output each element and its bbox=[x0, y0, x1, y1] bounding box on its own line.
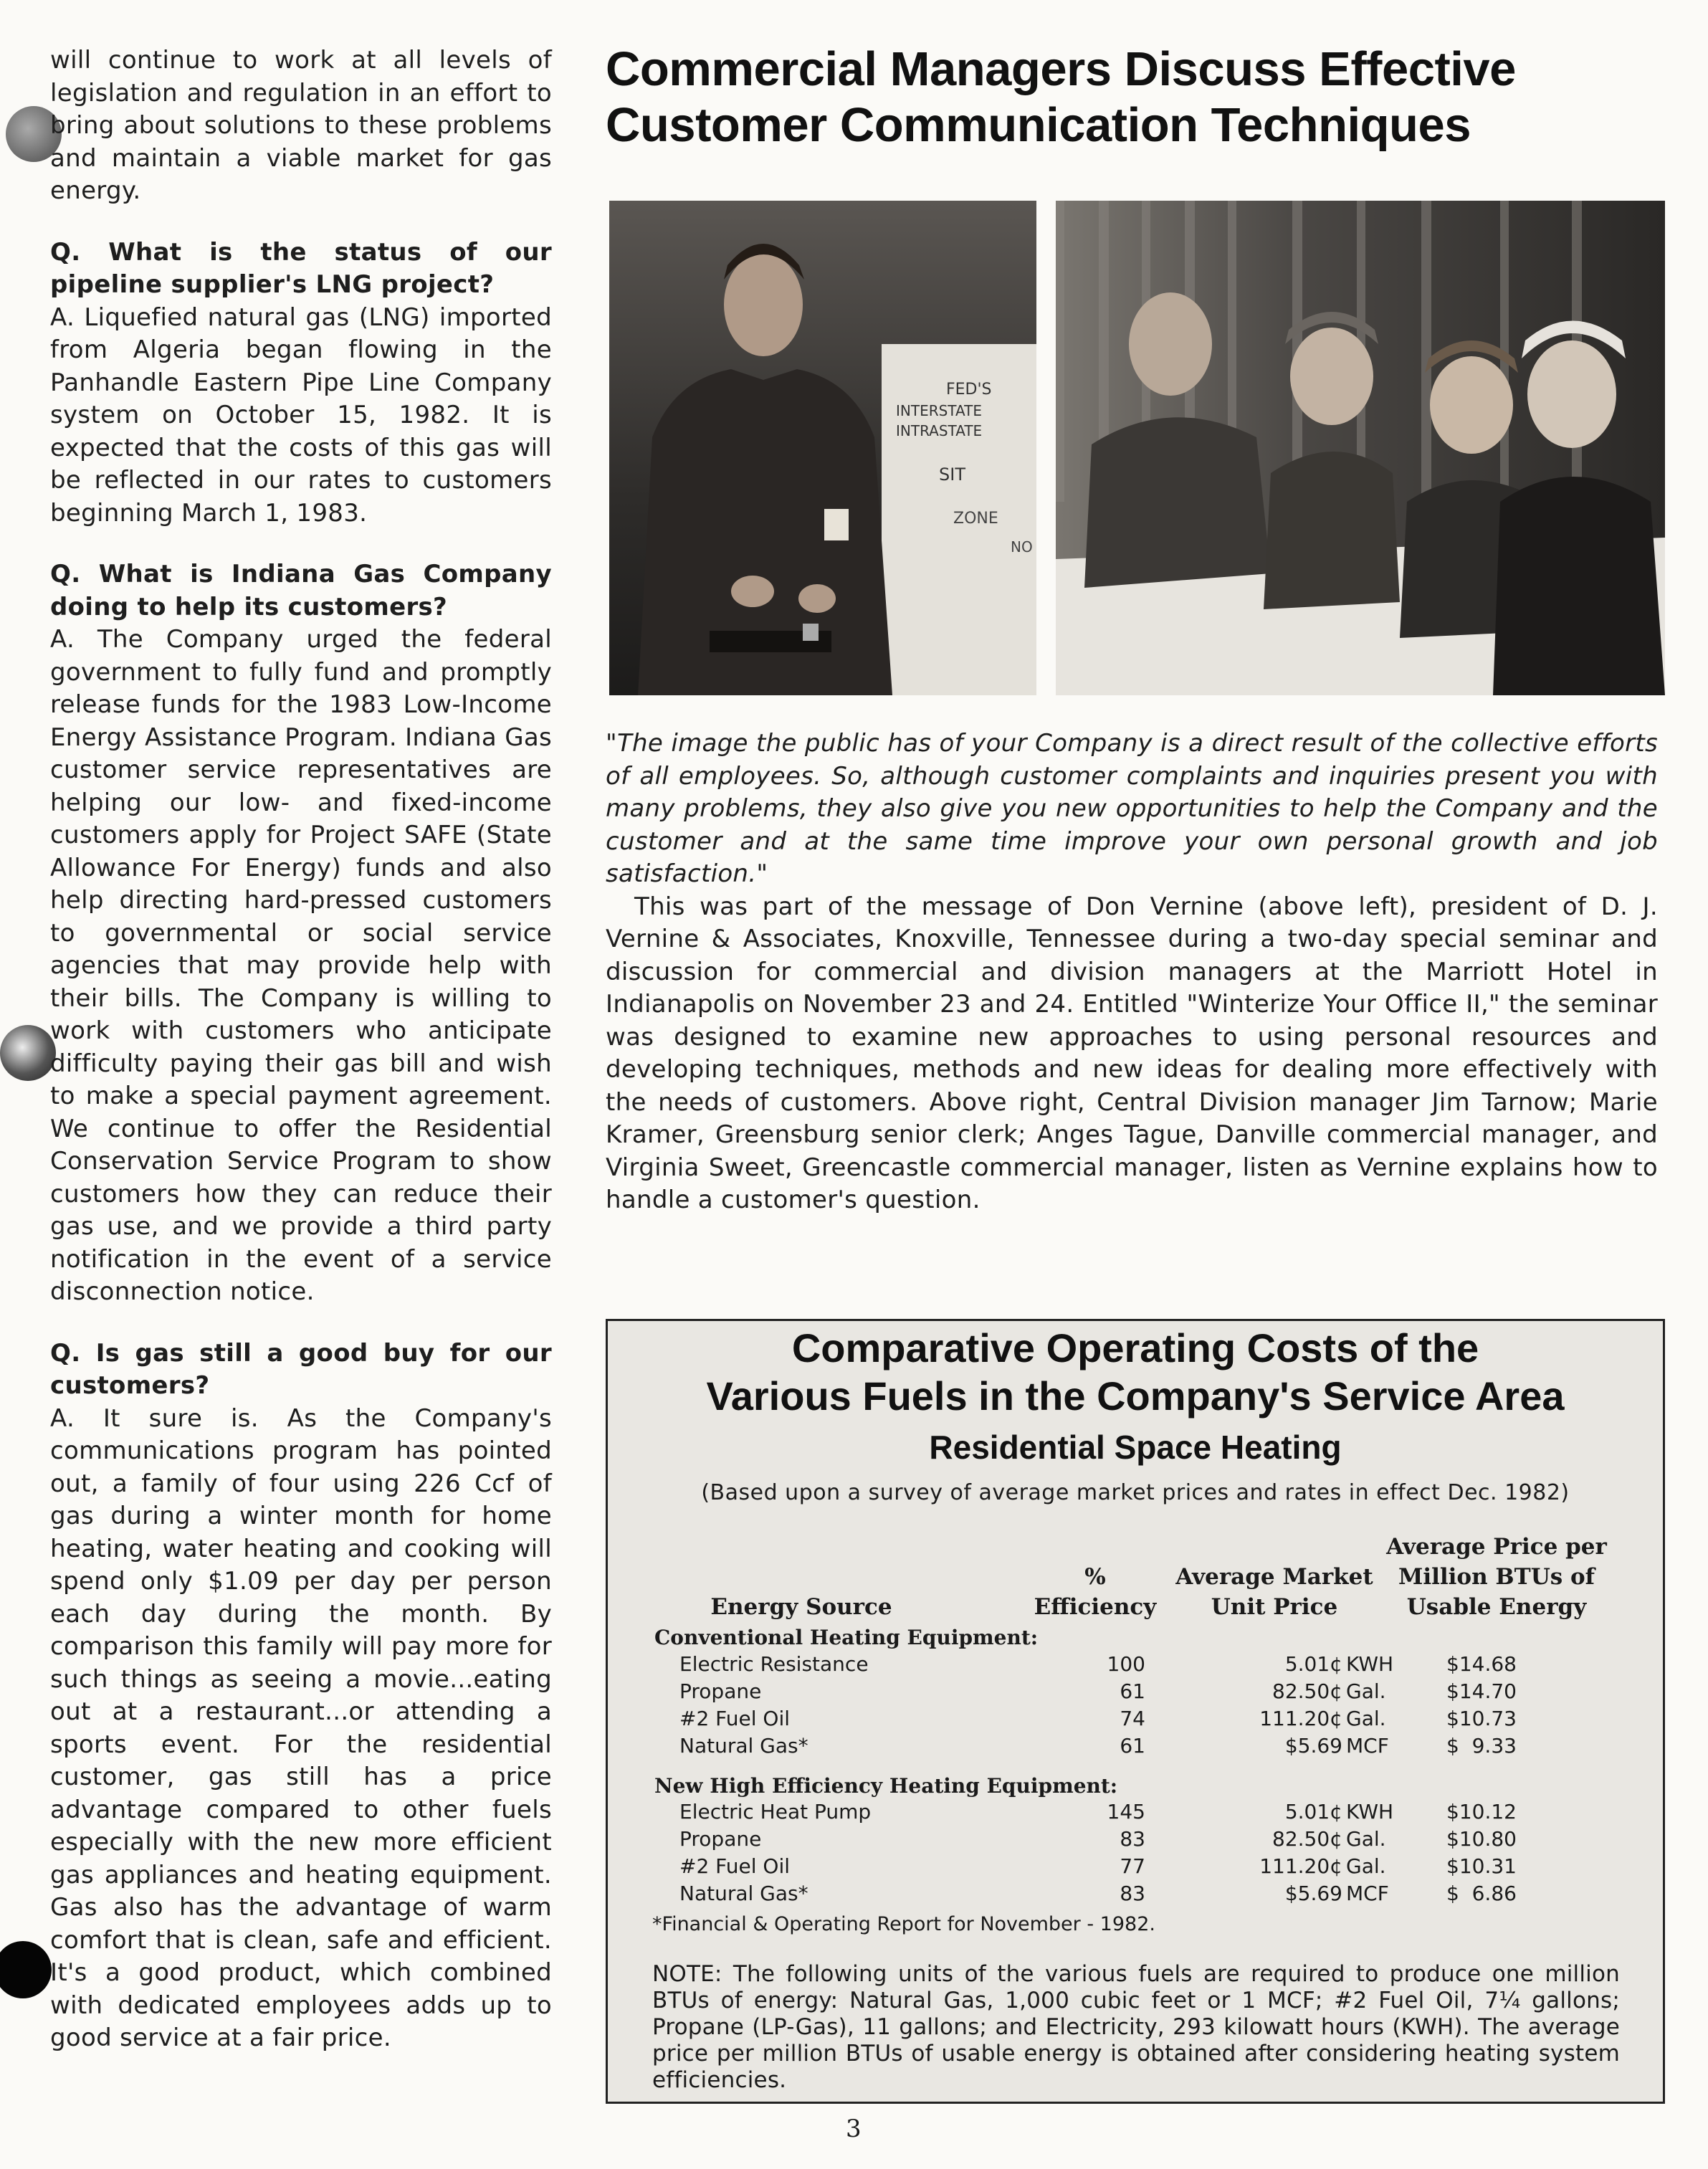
header-price-per-btu: Average Price per Million BTUs of Usable Energy bbox=[1386, 1534, 1607, 1620]
answer-help-customers: A. The Company urged the federal government to fully fund and promptly release funds for the 1983 Low-Income Energy Assistance Program. Indiana Gas customer service representatives are helping our low- and fixed-income customers apply for Project SAFE (State Allowance For Energy) funds and also help directing hard-pressed customers to governmental or social service agencies that may provide help with their bills. The Company is willing to work with customers who anticipate difficulty paying their gas bill and wish to make a special payment agreement. We continue to offer the Residential Conservation Service Program to show customers how they can reduce their gas use, and we provide a third party notification in the event of a service disconnection notice. bbox=[50, 625, 552, 1306]
article-body bbox=[606, 728, 1658, 1217]
table-row: #2 Fuel Oil 74 111.20¢ Gal. $10.73 bbox=[679, 1707, 1517, 1730]
table-row: Propane 61 82.50¢ Gal. $14.70 bbox=[679, 1679, 1517, 1703]
section-high-efficiency: New High Efficiency Heating Equipment: bbox=[654, 1774, 1118, 1798]
flipchart-text-1: FED'S bbox=[946, 381, 992, 399]
article-quote: "The image the public has of your Company is a direct result of the collective efforts of all employees. So, although customer complaints and inquiries present you with many problems, they also give you new opportunities to help the Company and the customer and at the same time improve your own personal growth and job satisfaction." bbox=[606, 729, 1658, 888]
table-note: NOTE: The following units of the various fuels are required to produce one million BTUs of energy: Natural Gas, 1,000 cubic feet or 1 MCF; #2 Fuel Oil, 7¼ gallons; Propane (LP-Gas), 11 gallons; and Electricity, 293 kilowatt hours (KWH). The average price per million BTUs of usable energy is obtained after considering heating system efficiencies. bbox=[652, 1961, 1620, 2093]
answer-lng: A. Liquefied natural gas (LNG) imported from Algeria began flowing in the Panhandle Eastern Pipe Line Company system on October 15, 1982. It is expected that the costs of this gas will be reflected in our rates to customers beginning March 1, 1983. bbox=[50, 302, 552, 528]
section-conventional: Conventional Heating Equipment: bbox=[654, 1626, 1039, 1649]
punch-hole-bottom bbox=[0, 1941, 52, 1998]
table-row: Natural Gas* 83 $5.69 MCF $ 6.86 bbox=[679, 1882, 1517, 1905]
flipchart-text-6: NO bbox=[1011, 538, 1033, 556]
table-row: #2 Fuel Oil 77 111.20¢ Gal. $10.31 bbox=[679, 1854, 1517, 1878]
table-row: Electric Resistance 100 5.01¢ KWH $14.68 bbox=[679, 1652, 1517, 1676]
table-title bbox=[608, 1324, 1663, 1420]
qa-intro-paragraph: will continue to work at all levels of legislation and regulation in an effort to bring about solutions to these problems and maintain a viable market for gas energy. bbox=[50, 46, 552, 205]
photo-presenter bbox=[609, 201, 1036, 695]
flipchart-text-4: SIT bbox=[939, 464, 965, 485]
header-efficiency: % Efficiency bbox=[1034, 1564, 1157, 1620]
table-footnote: *Financial & Operating Report for November - 1982. bbox=[652, 1913, 1155, 1935]
header-energy-source: Energy Source bbox=[710, 1594, 892, 1620]
table-title-line-2: Various Fuels in the Company's Service Area bbox=[706, 1373, 1565, 1419]
table-row: Electric Heat Pump 145 5.01¢ KWH $10.12 bbox=[679, 1800, 1517, 1824]
flipchart-text-3: INTRASTATE bbox=[896, 422, 983, 439]
article-headline: Commercial Managers Discuss Effective Customer Communication Techniques bbox=[606, 42, 1516, 152]
header-unit-price: Average Market Unit Price bbox=[1175, 1564, 1373, 1620]
table-row: Natural Gas* 61 $5.69 MCF $ 9.33 bbox=[679, 1734, 1517, 1758]
page-number: 3 bbox=[846, 2115, 862, 2143]
fuel-cost-table-box bbox=[606, 1319, 1665, 2104]
answer-good-buy: A. It sure is. As the Company's communications program has pointed out, a family of four using 226 Ccf of gas during a winter month for home heating, water heating and cooking will spend only $1.09 per day per person each day during the month. By comparison this family will pay more for such things as seeing a movie...eating out at a restaurant...or attending a sports event. For the residential customer, gas still has a price advantage compared to other fuels especially with the new more efficient gas appliances and heating equipment. Gas also has the advantage of warm comfort that is clean, safe and efficient. It's a good product, which combined with dedicated employees adds up to good service at a fair price. bbox=[50, 1403, 552, 2052]
qa-column bbox=[50, 44, 552, 2055]
photo-managers-panel bbox=[1056, 201, 1665, 695]
table-subtitle: Residential Space Heating bbox=[929, 1429, 1342, 1466]
question-good-buy: Q. Is gas still a good buy for our customers? bbox=[50, 1338, 552, 1400]
punch-hole-middle bbox=[0, 1025, 56, 1081]
table-row: Propane 83 82.50¢ Gal. $10.80 bbox=[679, 1827, 1517, 1851]
question-help-customers: Q. What is Indiana Gas Company doing to help its customers? bbox=[50, 560, 552, 621]
flipchart-text-2: INTERSTATE bbox=[896, 402, 982, 419]
question-lng: Q. What is the status of our pipeline supplier's LNG project? bbox=[50, 237, 552, 299]
table-title-line-1: Comparative Operating Costs of the bbox=[791, 1325, 1479, 1370]
table-basis-note: (Based upon a survey of average market prices and rates in effect Dec. 1982) bbox=[701, 1480, 1570, 1505]
flipchart-text-5: ZONE bbox=[953, 510, 998, 528]
article-paragraph: This was part of the message of Don Vernine (above left), president of D. J. Vernine & Associates, Knoxville, Tennessee during a two-day special seminar and discussion for commercial and division managers at the Marriott Hotel in Indianapolis on November 23 and 24. Entitled "Winterize Your Office II," the seminar was designed to examine new approaches to using personal resources and developing techniques, methods and new ideas for dealing more effectively with the needs of customers. Above right, Central Division manager Jim Tarnow; Marie Kramer, Greensburg senior clerk; Anges Tague, Danville commercial manager, and Virginia Sweet, Greencastle commercial manager, listen as Vernine explains how to handle a customer's question. bbox=[606, 892, 1658, 1214]
